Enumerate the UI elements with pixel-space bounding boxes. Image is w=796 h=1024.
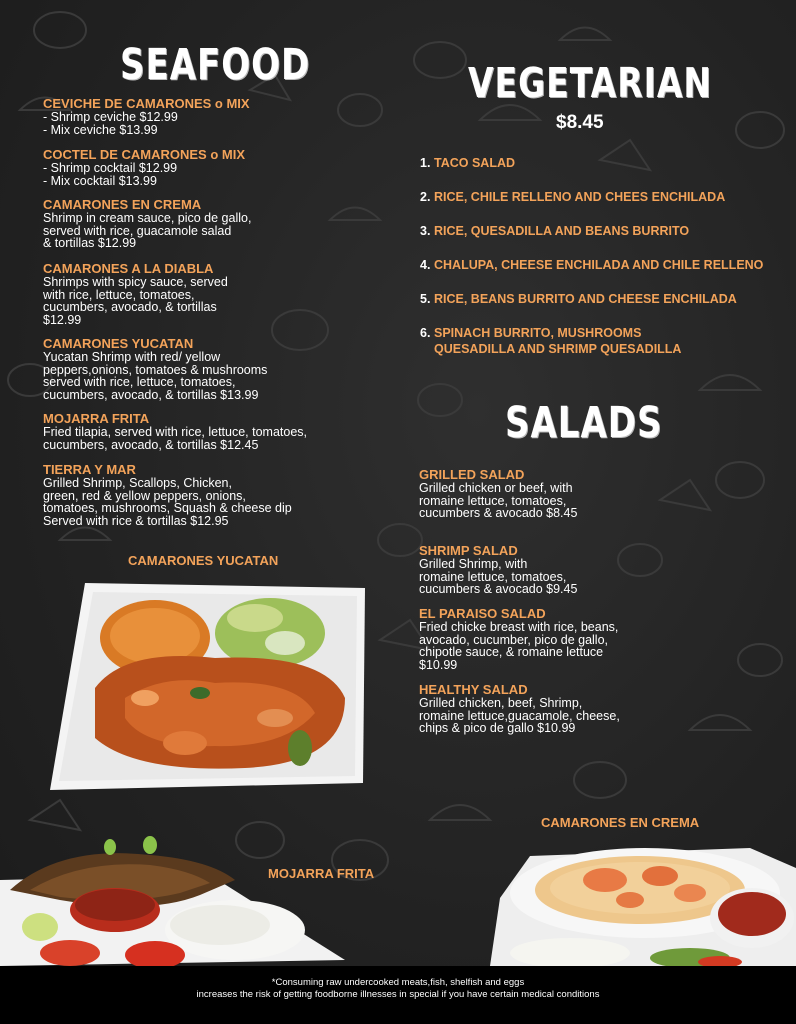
menu-item-desc: Fried tilapia, served with rice, lettuce, tomatoes, cucumbers, avocado, & tortillas $12.45 bbox=[43, 425, 308, 452]
list-item bbox=[420, 155, 790, 171]
menu-item-name: MOJARRA FRITA bbox=[43, 411, 150, 426]
list-item bbox=[420, 257, 790, 273]
menu-item-desc: Grilled chicken, beef, Shrimp, romaine lettuce,guacamole, cheese, chips & pico de gallo $10.99 bbox=[419, 696, 620, 735]
list-item-number: 6. bbox=[420, 326, 431, 340]
list-item-number: 2. bbox=[420, 190, 431, 204]
vegetarian-title: VEGETARIAN bbox=[468, 58, 713, 107]
list-item-number: 4. bbox=[420, 258, 431, 272]
menu-item bbox=[419, 468, 577, 520]
menu-item-desc: Grilled chicken or beef, with romaine lettuce, tomatoes, cucumbers & avocado $8.45 bbox=[419, 481, 578, 520]
menu-item-name: GRILLED SALAD bbox=[419, 467, 525, 482]
seafood-title: SEAFOOD bbox=[120, 40, 311, 90]
menu-item-desc: Yucatan Shrimp with red/ yellow peppers,onions, tomatoes & mushrooms served with rice, lettuce, tomatoes, cucumbers, avocado, & tortillas $13.99 bbox=[43, 350, 268, 402]
list-item-label: RICE, CHILE RELLENO AND CHEES ENCHILADA bbox=[434, 190, 726, 204]
list-item-label: SPINACH BURRITO, MUSHROOMS QUESADILLA AND SHRIMP QUESADILLA bbox=[434, 326, 682, 356]
list-item-number: 3. bbox=[420, 224, 431, 238]
list-item-label: RICE, QUESADILLA AND BEANS BURRITO bbox=[434, 224, 690, 238]
menu-item bbox=[419, 683, 620, 735]
menu-item-desc: Shrimp in cream sauce, pico de gallo, served with rice, guacamole salad & tortillas $12.99 bbox=[43, 211, 252, 250]
menu-item-desc: Grilled Shrimp, with romaine lettuce, tomatoes, cucumbers & avocado $9.45 bbox=[419, 557, 578, 596]
disclaimer-line-1: *Consuming raw undercooked meats,fish, shelfish and eggs bbox=[271, 977, 525, 988]
list-item-label: CHALUPA, CHEESE ENCHILADA AND CHILE RELLENO bbox=[434, 258, 764, 272]
list-item-number: 1. bbox=[420, 156, 431, 170]
menu-item-name: TIERRA Y MAR bbox=[43, 462, 136, 477]
photo-caption-yucatan: CAMARONES YUCATAN bbox=[128, 553, 279, 568]
list-item bbox=[420, 325, 720, 357]
menu-item bbox=[43, 198, 251, 250]
mojarra-frita-photo bbox=[0, 835, 345, 966]
menu-item-name: CAMARONES A LA DIABLA bbox=[43, 261, 214, 276]
list-item-label: TACO SALAD bbox=[434, 156, 516, 170]
menu-item-desc: - Shrimp ceviche $12.99 - Mix ceviche $13.99 bbox=[43, 110, 178, 137]
menu-item-name: COCTEL DE CAMARONES o MIX bbox=[43, 147, 245, 162]
disclaimer-line-2: increases the risk of getting foodborne illnesses in special if you have certain medical conditions bbox=[196, 989, 600, 1000]
menu-item bbox=[43, 337, 267, 401]
menu-item-name: SHRIMP SALAD bbox=[419, 543, 518, 558]
list-item-label: RICE, BEANS BURRITO AND CHEESE ENCHILADA bbox=[434, 292, 737, 306]
salads-title: SALADS bbox=[505, 398, 663, 448]
menu-item bbox=[43, 97, 250, 136]
photo-caption-mojarra: MOJARRA FRITA bbox=[268, 866, 375, 881]
camarones-en-crema-photo bbox=[490, 838, 796, 966]
footer-bar bbox=[0, 966, 796, 1024]
photo-caption-crema: CAMARONES EN CREMA bbox=[541, 815, 700, 830]
menu-item bbox=[43, 262, 228, 326]
camarones-yucatan-photo bbox=[45, 578, 370, 793]
menu-item-desc: Fried chicke breast with rice, beans, avocado, cucumber, pico de gallo, chipotle sauce, & romaine lettuce $10.99 bbox=[419, 620, 619, 672]
list-item bbox=[420, 223, 790, 239]
menu-item-desc: Shrimps with spicy sauce, served with rice, lettuce, tomatoes, cucumbers, avocado, & tortillas $12.99 bbox=[43, 275, 228, 327]
menu-item-desc: Grilled Shrimp, Scallops, Chicken, green, red & yellow peppers, onions, tomatoes, mushrooms, Squash & cheese dip Served with rice & tortillas $12.95 bbox=[43, 476, 292, 528]
menu-item bbox=[43, 148, 245, 187]
menu-item-name: CAMARONES YUCATAN bbox=[43, 336, 194, 351]
menu-item bbox=[419, 544, 577, 596]
menu-item-name: CEVICHE DE CAMARONES o MIX bbox=[43, 96, 250, 111]
menu-item bbox=[43, 463, 292, 527]
menu-item-desc: - Shrimp cocktail $12.99 - Mix cocktail $13.99 bbox=[43, 161, 178, 188]
list-item bbox=[420, 189, 790, 205]
menu-item-name: CAMARONES EN CREMA bbox=[43, 197, 202, 212]
menu-item-name: EL PARAISO SALAD bbox=[419, 606, 546, 621]
list-item bbox=[420, 291, 790, 307]
menu-item bbox=[43, 412, 307, 451]
menu-item-name: HEALTHY SALAD bbox=[419, 682, 528, 697]
vegetarian-list bbox=[420, 155, 790, 357]
list-item-number: 5. bbox=[420, 292, 431, 306]
vegetarian-price: $8.45 bbox=[556, 112, 604, 133]
menu-item bbox=[419, 607, 618, 671]
